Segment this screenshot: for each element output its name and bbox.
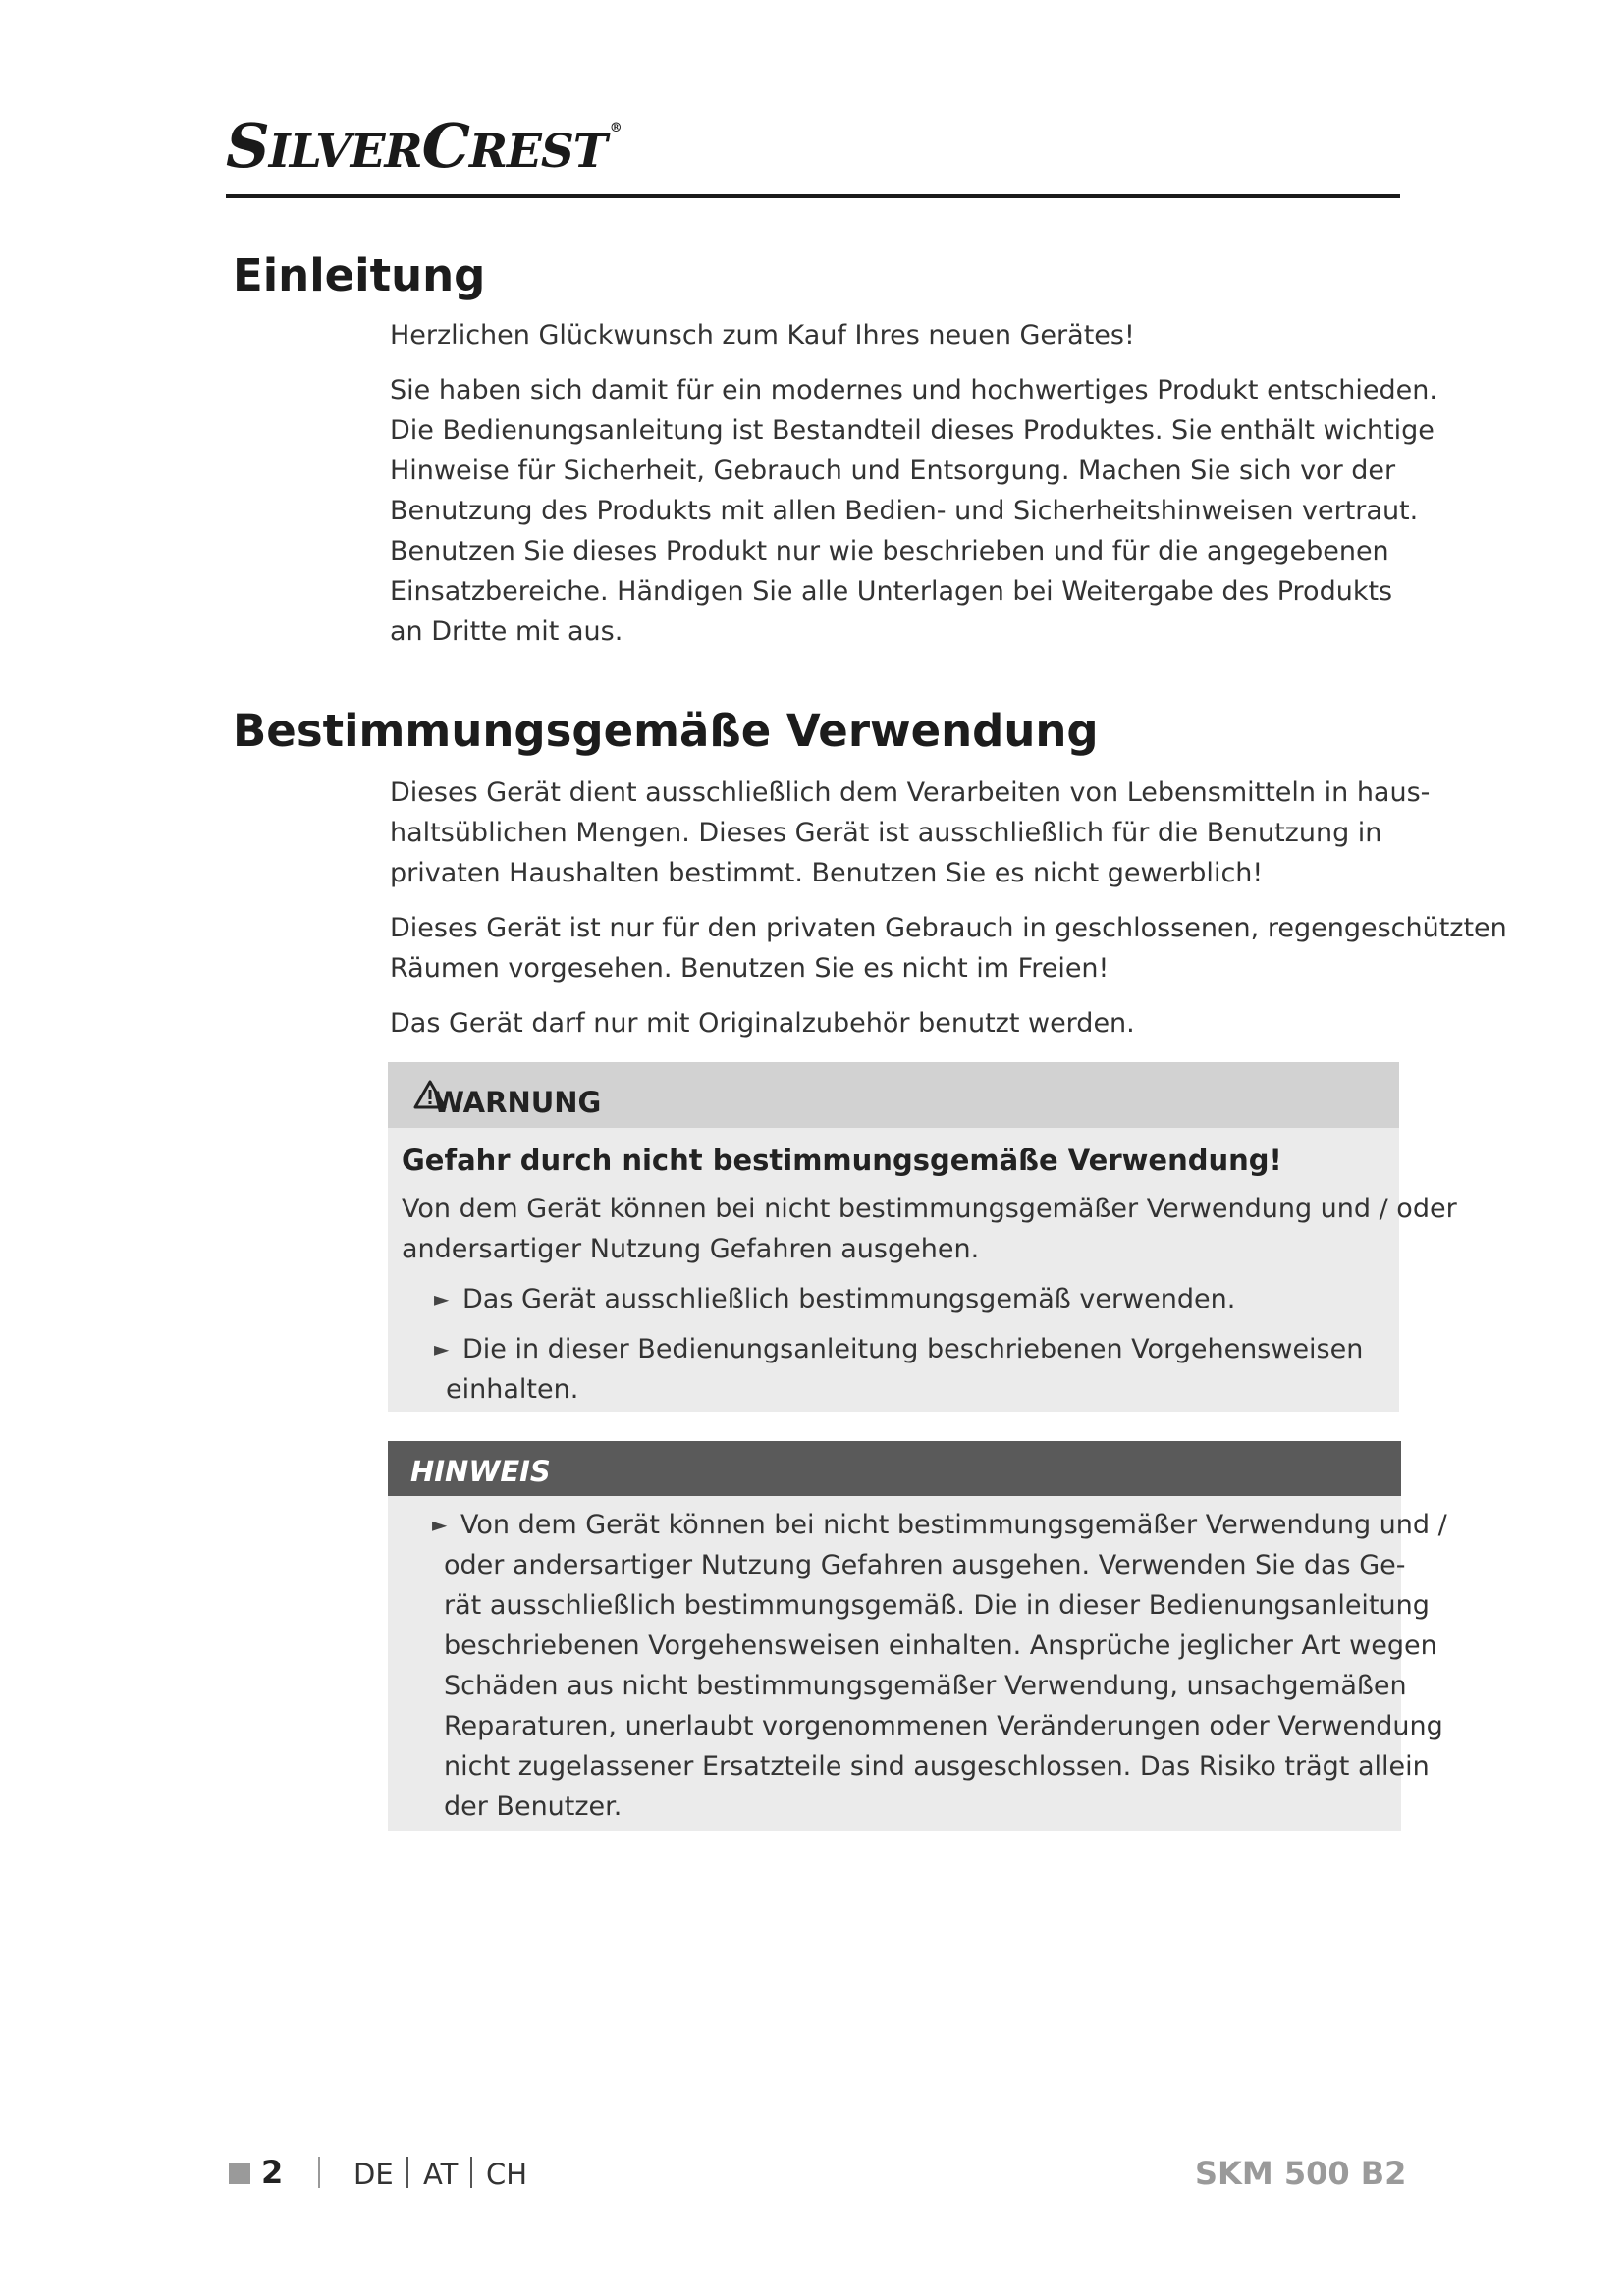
footer-lang-ch: CH [486,2158,528,2191]
bullet-arrow-icon: ► [434,1337,450,1361]
footer-lang-divider [470,2157,472,2188]
hint-line: Schäden aus nicht bestimmungsgemäßer Verwendung, unsachgemäßen [444,1671,1407,1701]
logo-letter-c: C [421,110,469,182]
footer-lang-de: DE [353,2158,394,2191]
intro-paragraph [390,370,1437,652]
warning-header [388,1062,1399,1128]
usage-line: privaten Haushalten bestimmt. Benutzen Sie es nicht gewerblich! [390,858,1264,888]
intro-line: Sie haben sich damit für ein modernes und hochwertiges Produkt entschieden. [390,375,1437,405]
intro-line: Einsatzbereiche. Händigen Sie alle Unterlagen bei Weitergabe des Produkts [390,576,1393,607]
usage-paragraph-2 [390,908,1507,988]
hint-title: HINWEIS [410,1455,551,1488]
hint-line: nicht zugelassener Ersatzteile sind ausgeschlossen. Das Risiko trägt allein [444,1751,1430,1782]
intro-text [390,315,1437,652]
usage-line: haltsüblichen Mengen. Dieses Gerät ist ausschließlich für die Benutzung in [390,818,1382,848]
intro-line: Hinweise für Sicherheit, Gebrauch und Entsorgung. Machen Sie sich vor der [390,455,1396,486]
warning-text [402,1189,1457,1410]
warning-title: WARNUNG [433,1086,602,1119]
warning-bullet-text: Die in dieser Bedienungsanleitung beschriebenen Vorgehensweisen [462,1334,1364,1364]
logo-text-rest: REST [468,125,607,179]
hint-line: oder andersartiger Nutzung Gefahren ausgehen. Verwenden Sie das Ge- [444,1550,1406,1580]
warning-box [388,1062,1457,1412]
usage-paragraph-1 [390,773,1431,893]
usage-text [390,773,1507,1043]
usage-line: Dieses Gerät dient ausschließlich dem Verarbeiten von Lebensmitteln in haus- [390,777,1431,808]
hint-line: der Benutzer. [444,1791,623,1822]
hint-text [388,1505,1447,1827]
logo-letter-s: S [226,110,269,182]
logo-text-ilver: ILVER [268,125,422,179]
warning-bullet-text: einhalten. [446,1374,579,1405]
warning-bullet [402,1329,1457,1410]
warning-bullet-text: Das Gerät ausschließlich bestimmungsgemäß verwenden. [462,1284,1236,1314]
footer-lang-at: AT [423,2158,459,2191]
warning-line: Von dem Gerät können bei nicht bestimmungsgemäßer Verwendung und / oder [402,1194,1457,1224]
warning-subtitle: Gefahr durch nicht bestimmungsgemäße Verwendung! [402,1144,1282,1177]
registered-mark: ® [609,121,622,135]
header-divider [226,194,1400,198]
hint-line: rät ausschließlich bestimmungsgemäß. Die in dieser Bedienungsanleitung [444,1590,1430,1621]
page-number: 2 [261,2154,284,2191]
hint-header [388,1441,1401,1496]
intro-heading: Einleitung [233,249,486,301]
usage-paragraph-3: Das Gerät darf nur mit Originalzubehör benutzt werden. [390,1008,1135,1039]
hint-box [388,1441,1447,1831]
intro-greeting: Herzlichen Glückwunsch zum Kauf Ihres neuen Gerätes! [390,320,1135,350]
bullet-arrow-icon: ► [434,1287,450,1310]
footer-lang-divider [406,2157,408,2188]
hint-line: Von dem Gerät können bei nicht bestimmungsgemäßer Verwendung und / [460,1510,1447,1540]
hint-line: beschriebenen Vorgehensweisen einhalten. Ansprüche jeglicher Art wegen [444,1630,1437,1661]
intro-line: Benutzen Sie dieses Produkt nur wie beschrieben und für die angegebenen [390,536,1389,566]
hint-bullet [388,1505,1447,1827]
model-number: SKM 500 B2 [1195,2155,1407,2192]
usage-heading: Bestimmungsgemäße Verwendung [233,705,1099,757]
warning-bullet [402,1279,1457,1319]
usage-line: Dieses Gerät ist nur für den privaten Gebrauch in geschlossenen, regengeschützten [390,913,1507,943]
usage-line: Räumen vorgesehen. Benutzen Sie es nicht im Freien! [390,953,1110,984]
footer-square-icon [229,2163,250,2184]
intro-line: Benutzung des Produkts mit allen Bedien- und Sicherheitshinweisen vertraut. [390,496,1419,526]
footer-divider [318,2157,320,2188]
warning-line: andersartiger Nutzung Gefahren ausgehen. [402,1234,980,1264]
intro-line: Die Bedienungsanleitung ist Bestandteil dieses Produktes. Sie enthält wichtige [390,415,1435,446]
hint-line: Reparaturen, unerlaubt vorgenommenen Veränderungen oder Verwendung [444,1711,1443,1741]
intro-line: an Dritte mit aus. [390,616,623,647]
silvercrest-logo [226,110,622,182]
bullet-arrow-icon: ► [432,1513,448,1536]
